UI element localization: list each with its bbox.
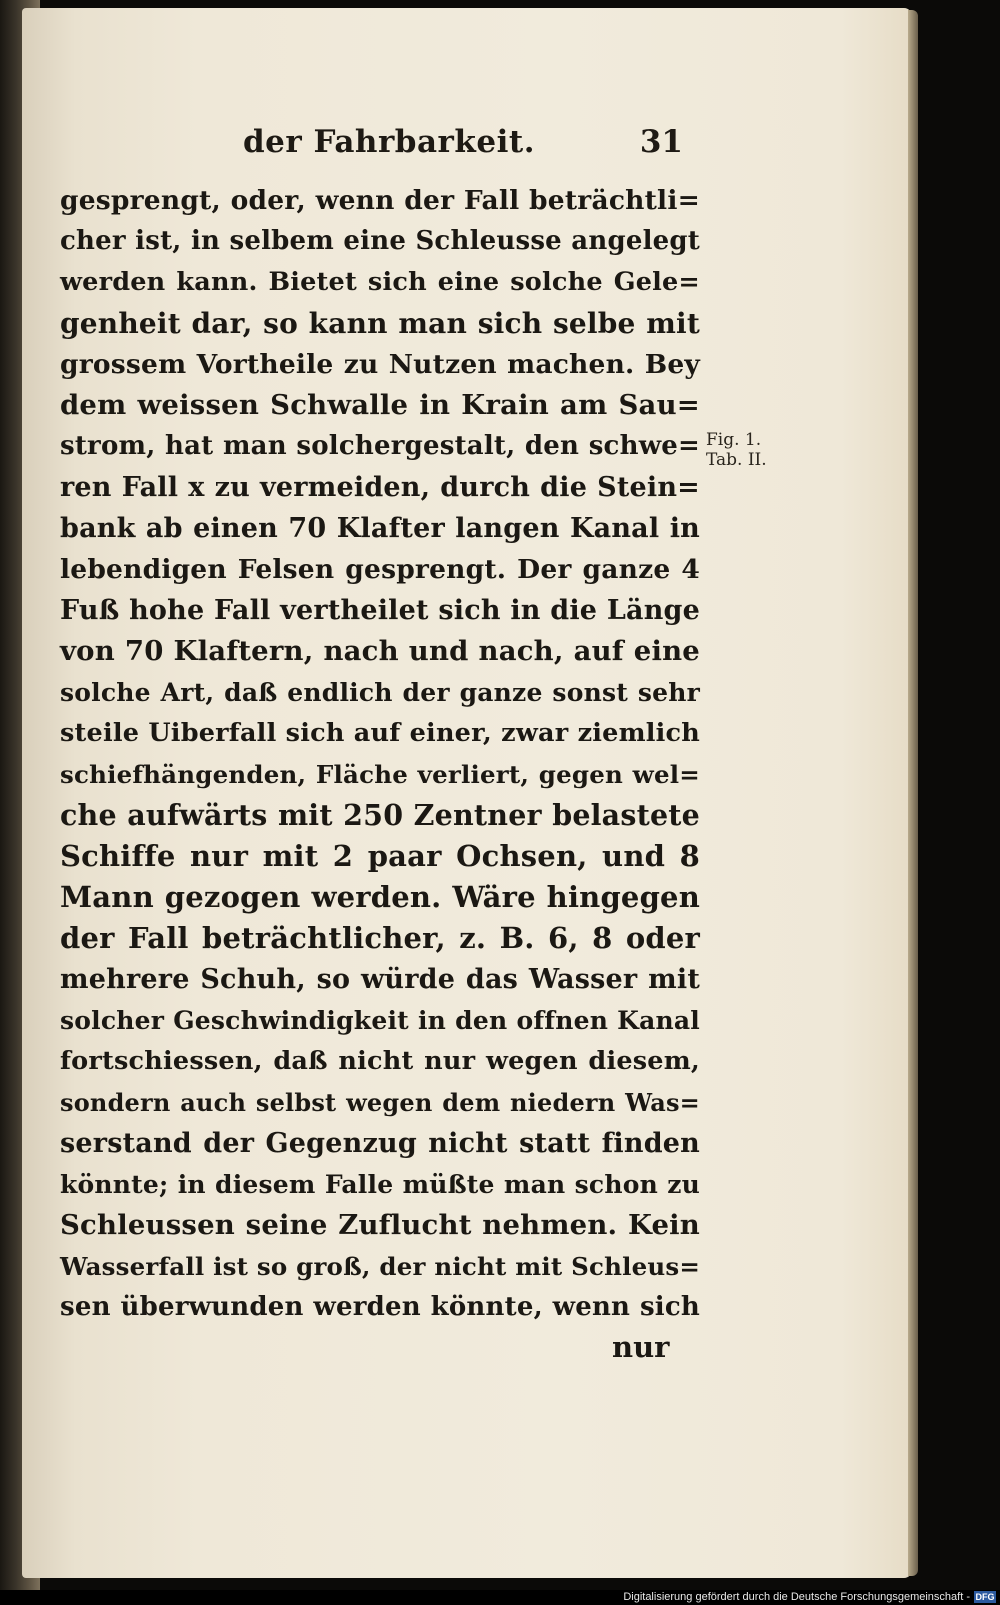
text-line: fortschiessen, daß nicht nur wegen diesem,: [60, 1046, 700, 1076]
page-header: [243, 124, 683, 174]
text-line: Schleussen seine Zuflucht nehmen. Kein: [60, 1209, 700, 1241]
text-line: sondern auch selbst wegen dem niedern Was=: [60, 1088, 700, 1117]
text-line: Fuß hohe Fall vertheilet sich in die Länge: [60, 595, 700, 626]
text-line: Mann gezogen werden. Wäre hingegen: [60, 880, 700, 914]
figure-reference-note: [706, 430, 767, 470]
page-fore-edge: [908, 10, 918, 1576]
text-line: lebendigen Felsen gesprengt. Der ganze 4: [60, 554, 700, 585]
running-title: der Fahrbarkeit.: [243, 124, 535, 160]
text-line: steile Uiberfall sich auf einer, zwar ziemlich: [60, 718, 700, 748]
text-line: dem weissen Schwalle in Krain am Sau=: [60, 389, 700, 421]
text-line: serstand der Gegenzug nicht statt finden: [60, 1128, 700, 1159]
text-line: che aufwärts mit 250 Zentner belastete: [60, 798, 700, 832]
text-line: Wasserfall ist so groß, der nicht mit Schleus=: [60, 1252, 701, 1281]
text-line: werden kann. Bietet sich eine solche Gele=: [60, 267, 700, 297]
page-number: 31: [639, 124, 683, 160]
text-line: solche Art, daß endlich der ganze sonst sehr: [60, 678, 700, 707]
text-line: bank ab einen 70 Klafter langen Kanal in: [60, 513, 700, 544]
text-line: sen überwunden werden könnte, wenn sich: [60, 1292, 700, 1322]
catchword: nur: [612, 1330, 670, 1364]
text-line: cher ist, in selbem eine Schleusse angelegt: [60, 226, 700, 256]
plate-reference: Tab. II.: [706, 450, 767, 470]
text-line: solcher Geschwindigkeit in den offnen Kanal: [60, 1006, 700, 1035]
text-line: Schiffe nur mit 2 paar Ochsen, und 8: [60, 839, 700, 873]
text-line: strom, hat man solchergestalt, den schwe=: [60, 431, 700, 461]
text-line: von 70 Klaftern, nach und nach, auf eine: [60, 635, 700, 667]
text-line: ren Fall x zu vermeiden, durch die Stein=: [60, 472, 700, 503]
dfg-logo: DFG: [975, 1592, 995, 1602]
text-line: gesprengt, oder, wenn der Fall beträchtli=: [60, 185, 700, 216]
text-line: der Fall beträchtlicher, z. B. 6, 8 oder: [60, 921, 700, 955]
body-text: [60, 180, 700, 1328]
figure-reference: Fig. 1.: [706, 430, 762, 450]
text-line: genheit dar, so kann man sich selbe mit: [60, 307, 700, 340]
text-line: könnte; in diesem Falle müßte man schon zu: [60, 1170, 700, 1199]
text-line: mehrere Schuh, so würde das Wasser mit: [60, 964, 700, 995]
digitization-credit: Digitalisierung gefördert durch die Deutsche Forschungsgemeinschaft -: [623, 1591, 970, 1603]
text-line: schiefhängenden, Fläche verliert, gegen wel=: [60, 760, 700, 789]
text-line: grossem Vortheile zu Nutzen machen. Bey: [60, 349, 700, 380]
